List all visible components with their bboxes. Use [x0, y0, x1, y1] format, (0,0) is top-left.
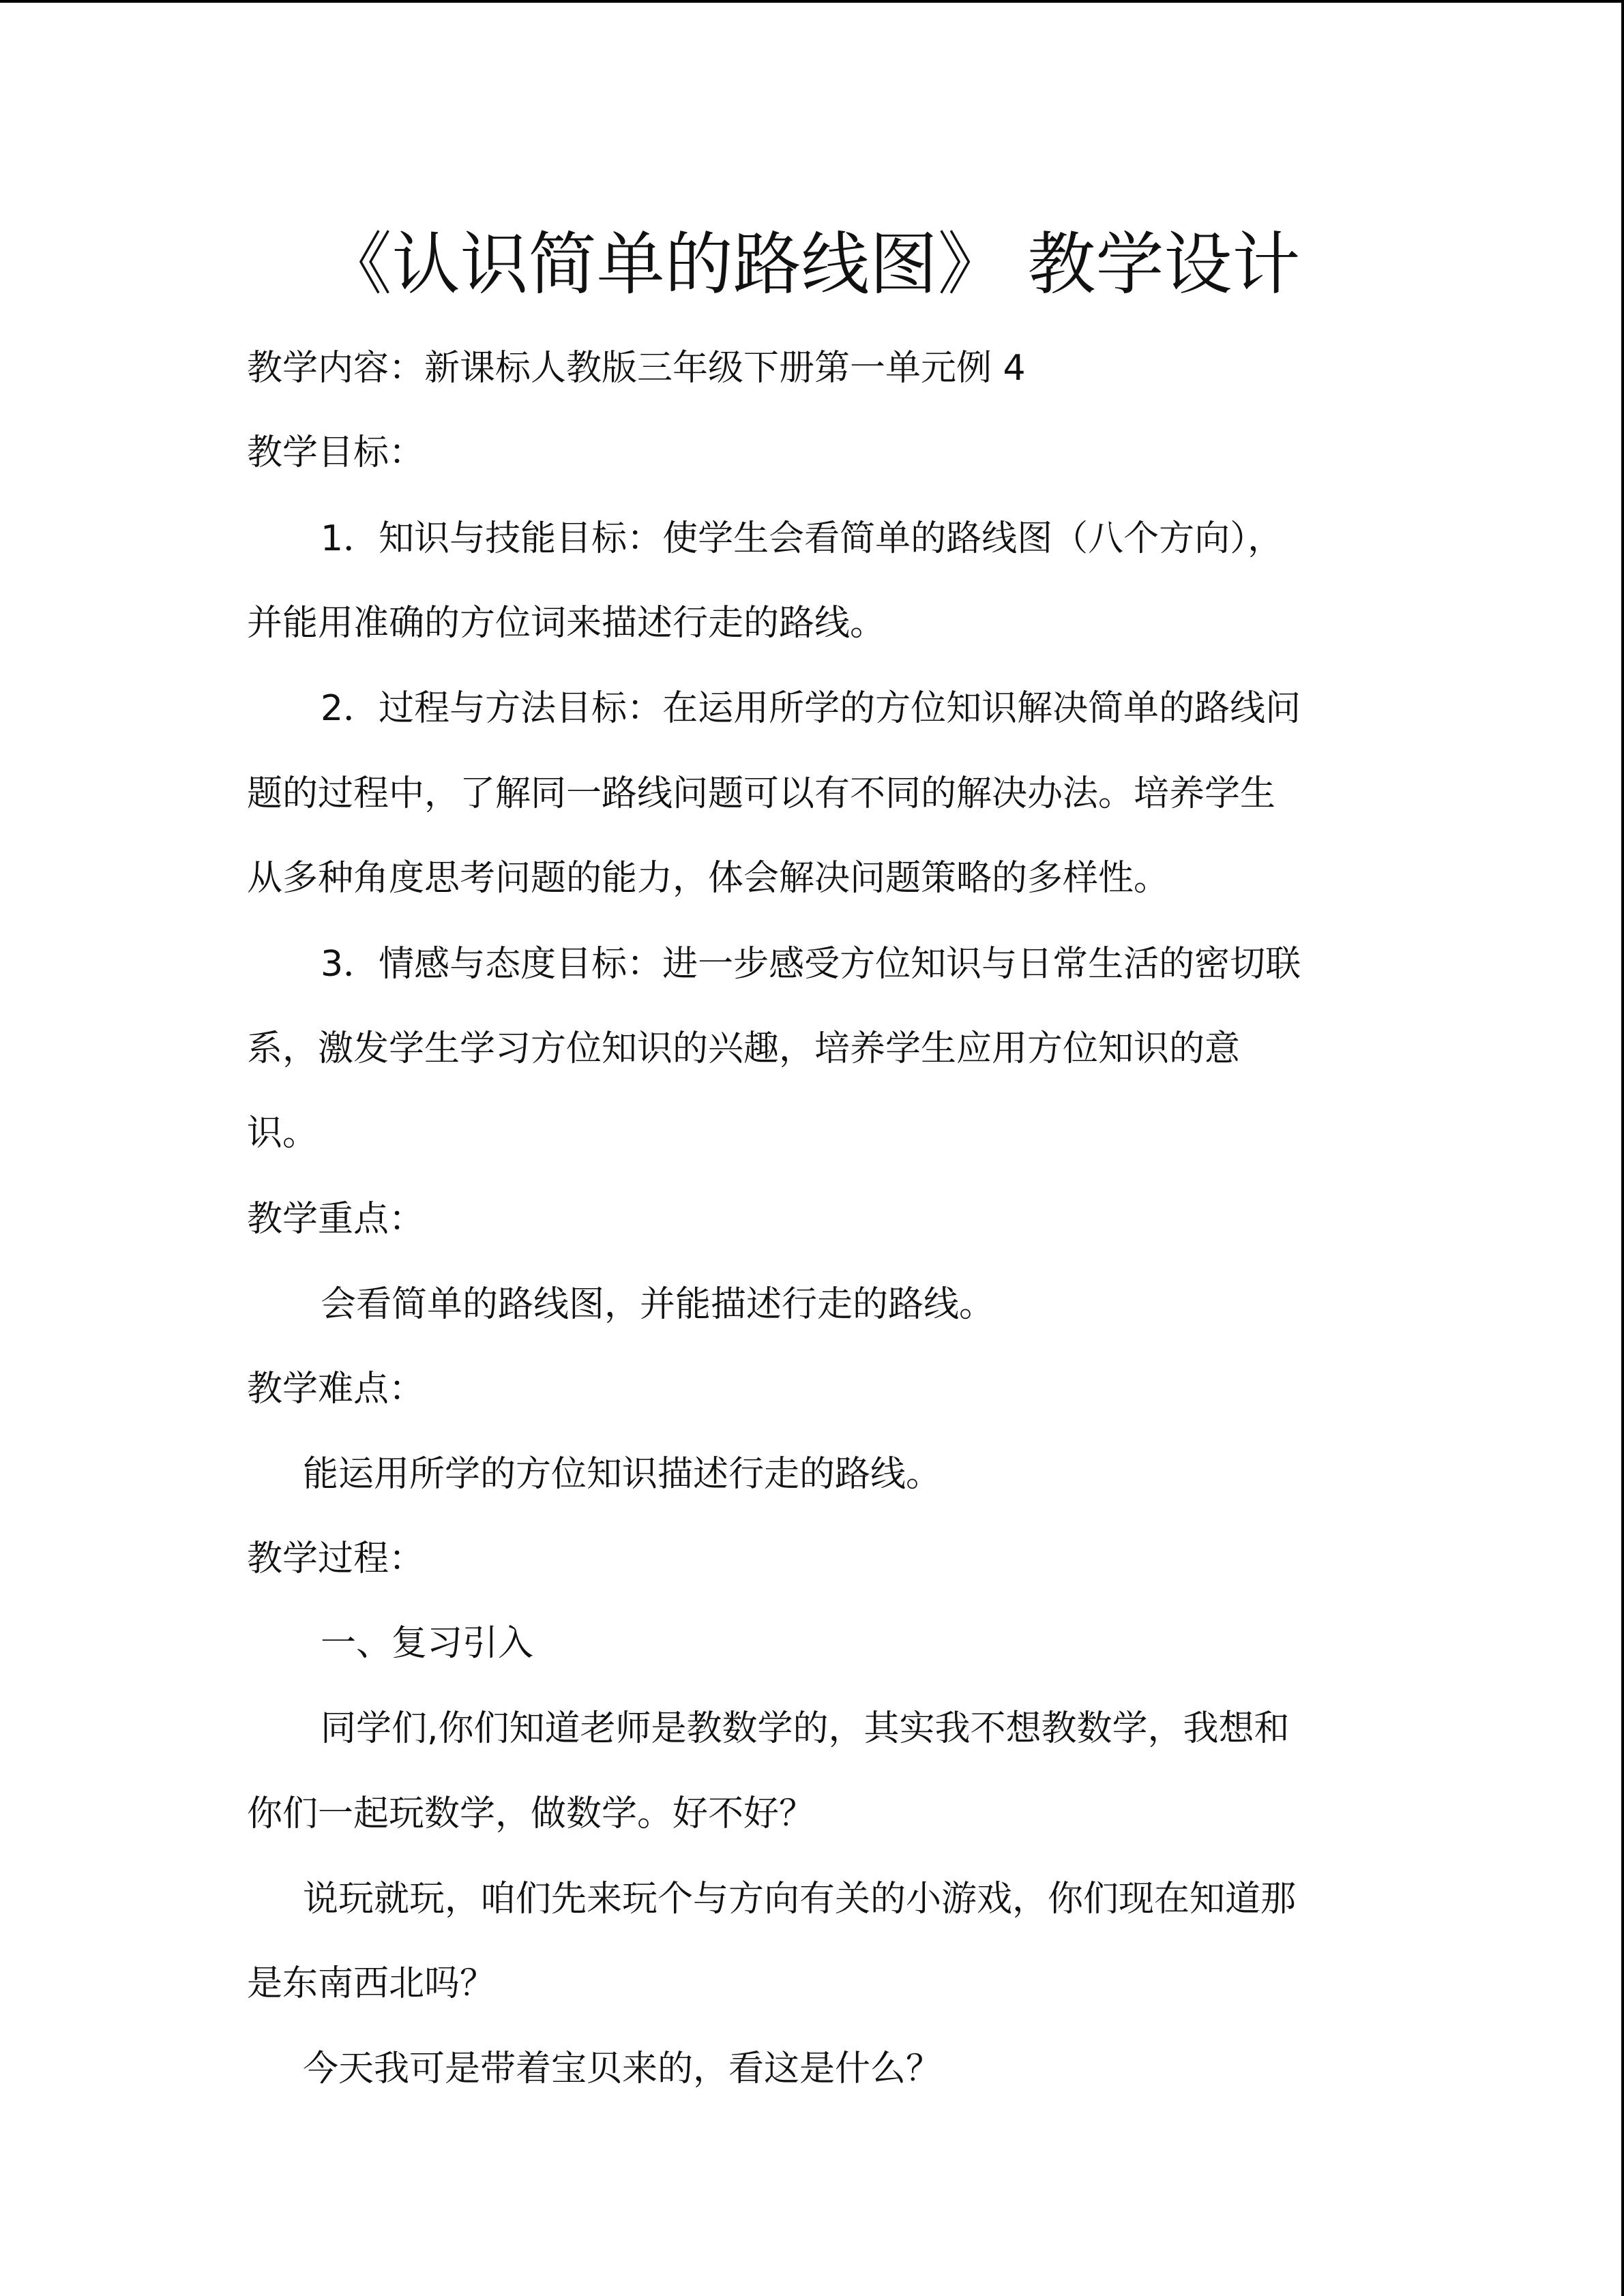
- objective-3-line-3: 识。: [247, 1113, 319, 1154]
- objective-2-line-3: 从多种角度思考问题的能力，体会解决问题策略的多样性。: [247, 858, 1170, 899]
- key-point-heading: 教学重点：: [247, 1199, 425, 1240]
- para-2-line-1: 说玩就玩，咱们先来玩个与方向有关的小游戏，你们现在知道那: [303, 1879, 1297, 1920]
- section-1-heading: 一、复习引入: [321, 1623, 534, 1664]
- difficulty-text: 能运用所学的方位知识描述行走的路线。: [303, 1454, 942, 1495]
- objective-3-line-1: 3．情感与态度目标：进一步感受方位知识与日常生活的密切联: [321, 944, 1301, 985]
- objectives-heading: 教学目标：: [247, 432, 425, 473]
- objective-2-line-2: 题的过程中，了解同一路线问题可以有不同的解决办法。培养学生: [247, 773, 1276, 814]
- key-point-text: 会看简单的路线图，并能描述行走的路线。: [321, 1284, 995, 1325]
- objective-1-line-2: 并能用准确的方位词来描述行走的路线。: [247, 603, 886, 644]
- process-heading: 教学过程：: [247, 1538, 425, 1579]
- para-3-line-1: 今天我可是带着宝贝来的，看这是什么？: [303, 2048, 942, 2089]
- objective-1-line-1: 1．知识与技能目标：使学生会看简单的路线图（八个方向），: [321, 518, 1284, 559]
- teaching-content: 教学内容：新课标人教版三年级下册第一单元例 4: [247, 348, 1026, 389]
- para-1-line-1: 同学们,你们知道老师是教数学的，其实我不想教数学，我想和: [321, 1708, 1290, 1749]
- objective-2-line-1: 2．过程与方法目标：在运用所学的方位知识解决简单的路线问: [321, 688, 1301, 729]
- document-title: 《认识简单的路线图》 教学设计: [323, 224, 1301, 304]
- para-1-line-2: 你们一起玩数学，做数学。好不好？: [247, 1793, 815, 1834]
- objective-3-line-2: 系，激发学生学习方位知识的兴趣，培养学生应用方位知识的意: [247, 1028, 1241, 1069]
- page-border-right: [1621, 0, 1624, 2296]
- para-2-line-2: 是东南西北吗？: [247, 1963, 496, 2004]
- page-border-top: [0, 0, 1624, 3]
- difficulty-heading: 教学难点：: [247, 1369, 425, 1410]
